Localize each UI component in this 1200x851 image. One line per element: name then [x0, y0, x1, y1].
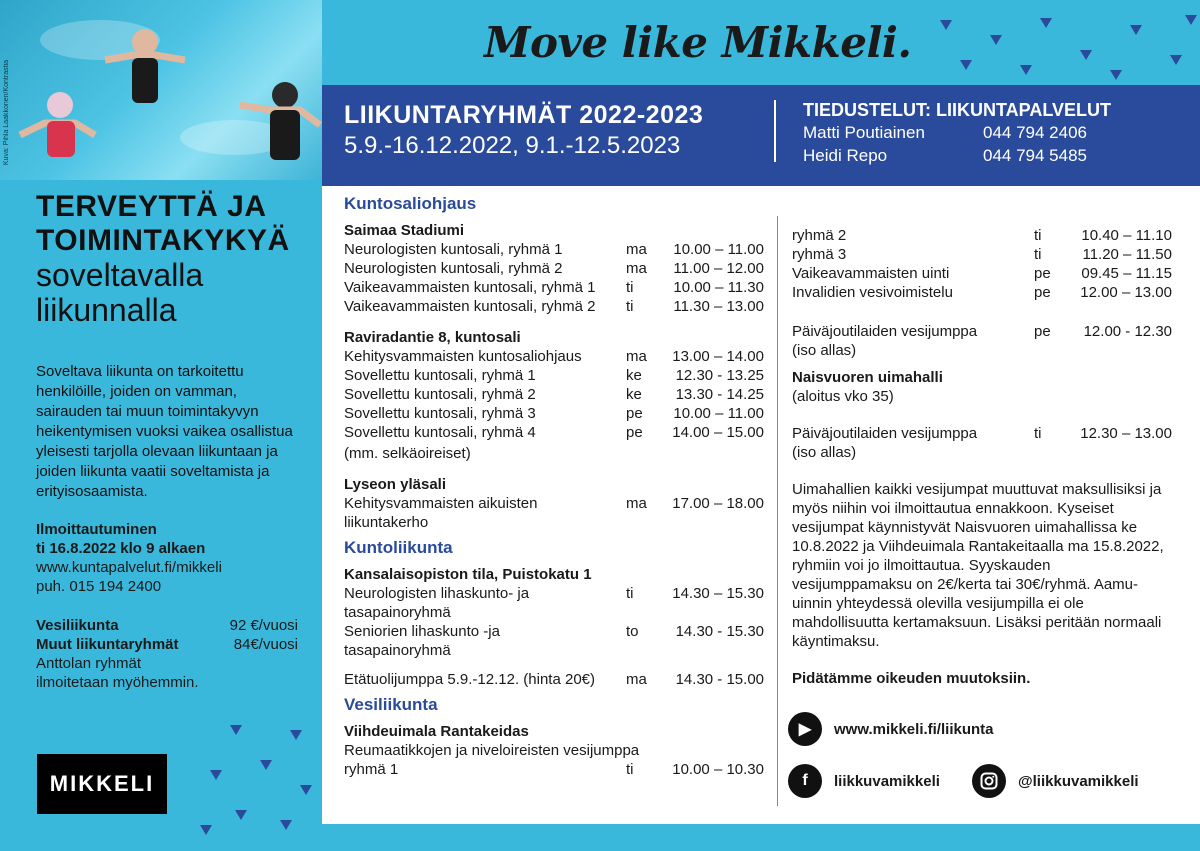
- left-title: [36, 190, 290, 258]
- schedule-note: (aloitus vko 35): [792, 388, 894, 405]
- activity-time: 14.30 – 15.30: [672, 585, 764, 602]
- schedule-row: [792, 226, 1172, 245]
- activity-name: Vaikeavammaisten kuntosali, ryhmä 1: [344, 279, 596, 296]
- activity-day: ti: [626, 761, 634, 778]
- activity-time: 11.20 – 11.50: [1082, 246, 1172, 263]
- column-divider: [777, 216, 778, 806]
- activity-day: ti: [1034, 227, 1042, 244]
- schedule-row: [344, 347, 764, 366]
- swimmer-figure: [100, 20, 190, 110]
- activity-time: 10.00 – 11.30: [673, 279, 764, 296]
- fee-note: Anttolan ryhmät: [36, 655, 142, 672]
- activity-day: ma: [626, 260, 647, 277]
- activity-name: Sovellettu kuntosali, ryhmä 2: [344, 386, 536, 403]
- swimming-photo: [0, 0, 322, 180]
- activity-day: pe: [626, 424, 643, 441]
- activity-day: ke: [626, 386, 642, 403]
- schedule-list: [344, 347, 764, 442]
- activity-name: Vaikeavammaisten uinti: [792, 265, 950, 282]
- activity-time: 11.30 – 13.00: [673, 298, 764, 315]
- mikkeli-logo: MIKKELI: [37, 754, 167, 814]
- schedule-row: [344, 259, 764, 278]
- contact-row: [803, 146, 1103, 166]
- banner-dates: 5.9.-16.12.2022, 9.1.-12.5.2023: [344, 132, 681, 159]
- fee-label: Muut liikuntaryhmät: [36, 636, 179, 653]
- activity-name: Vaikeavammaisten kuntosali, ryhmä 2: [344, 298, 596, 315]
- activity-time: 10.40 – 11.10: [1081, 227, 1172, 244]
- fee-note: ilmoitetaan myöhemmin.: [36, 674, 199, 691]
- subtitle-line: soveltavalla: [36, 257, 204, 293]
- activity-day: pe: [626, 405, 643, 422]
- schedule-row: [344, 297, 764, 316]
- fee-value: 84€/vuosi: [233, 636, 298, 653]
- location-heading: Lyseon yläsali: [344, 476, 446, 493]
- activity-day: ti: [626, 279, 634, 296]
- registration-date: ti 16.8.2022 klo 9 alkaen: [36, 540, 206, 557]
- activity-day: ma: [626, 348, 647, 365]
- schedule-note: tasapainoryhmä: [344, 642, 451, 659]
- activity-time: 12.30 – 13.00: [1080, 425, 1172, 442]
- activity-name: Etätuolijumppa 5.9.-12.12. (hinta 20€): [344, 671, 595, 688]
- fee-row: [36, 616, 298, 635]
- location-heading: Viihdeuimala Rantakeidas: [344, 723, 529, 740]
- photo-credit: Kuva: Pihla Laakkonen/Kontrastia: [3, 60, 10, 166]
- activity-name: Kehitysvammaisten kuntosaliohjaus: [344, 348, 582, 365]
- title-line: TOIMINTAKYKYÄ: [36, 224, 290, 257]
- contact-phone: 044 794 5485: [983, 146, 1087, 165]
- schedule-row: [344, 622, 764, 641]
- activity-day: pe: [1034, 323, 1051, 340]
- activity-time: 13.30 - 14.25: [675, 386, 764, 403]
- schedule-row: [792, 424, 1172, 443]
- schedule-column-left: [344, 194, 764, 779]
- web-link[interactable]: [788, 712, 994, 746]
- facebook-link[interactable]: [788, 764, 940, 798]
- facebook-handle[interactable]: liikkuvamikkeli: [834, 772, 940, 790]
- activity-time: 10.00 – 10.30: [672, 761, 764, 778]
- activity-day: pe: [1034, 265, 1051, 282]
- headline: Move like Mikkeli.: [484, 18, 912, 67]
- header-banner: [322, 85, 1200, 186]
- instagram-icon: [972, 764, 1006, 798]
- schedule-note: tasapainoryhmä: [344, 604, 451, 621]
- decorative-triangles: [190, 715, 322, 845]
- activity-time: 12.30 - 13.25: [675, 367, 764, 384]
- activity-name: Seniorien lihaskunto -ja: [344, 623, 500, 640]
- schedule-row: [344, 670, 764, 689]
- activity-day: ti: [1034, 246, 1042, 263]
- info-paragraph: Uimahallien kaikki vesijumpat muuttuvat maksullisiksi ja myös niihin voi ilmoittautua ennakkoon. Kyseiset vesijumpat käynnistyvät Naisvuoren uimahallissa ke 10.8.2022 ja Viihdeuimala Rantakeitaalla ma 15.8.2022, ryhmiin voi jo ilmoittautua. Syyskauden vesijumppamaksu on 2€/kerta tai 30€/ryhmä. Aamu-uinnin yhteydessä olevilla vesijumpilla ei ole mahdollisuutta kertamaksuun. Lisäksi peritään normaali käyntimaksu.: [792, 481, 1164, 650]
- web-url[interactable]: www.mikkeli.fi/liikunta: [834, 720, 994, 738]
- activity-time: 17.00 – 18.00: [672, 495, 764, 512]
- activity-name: Päiväjoutilaiden vesijumppa: [792, 323, 978, 340]
- schedule-list: [344, 494, 764, 513]
- schedule-row: [344, 404, 764, 423]
- contact-name: Matti Poutiainen: [803, 123, 925, 142]
- banner-divider: [774, 100, 776, 162]
- activity-time: 14.30 - 15.00: [675, 671, 764, 688]
- section-heading: Kuntosaliohjaus: [344, 194, 477, 213]
- registration-phone: puh. 015 194 2400: [36, 578, 162, 595]
- activity-time: 14.30 - 15.30: [675, 623, 764, 640]
- contact-phone: 044 794 2406: [983, 123, 1087, 142]
- activity-day: to: [626, 623, 639, 640]
- activity-name: ryhmä 2: [792, 227, 847, 244]
- activity-time: 10.00 – 11.00: [673, 405, 764, 422]
- location-heading: Kansalaisopiston tila, Puistokatu 1: [344, 566, 592, 583]
- play-icon: ▶: [788, 712, 822, 746]
- activity-day: ma: [626, 495, 647, 512]
- title-line: TERVEYTTÄ JA: [36, 190, 267, 223]
- contact-name: Heidi Repo: [803, 146, 888, 165]
- decorative-triangles: [930, 10, 1200, 85]
- fees: [36, 616, 298, 692]
- contact-row: [803, 123, 1103, 143]
- instagram-link[interactable]: [972, 764, 1139, 798]
- activity-name: ryhmä 1: [344, 761, 399, 778]
- activity-name: Päiväjoutilaiden vesijumppa: [792, 425, 978, 442]
- location-heading: Raviradantie 8, kuntosali: [344, 329, 521, 346]
- schedule-note: (iso allas): [792, 444, 857, 461]
- schedule-row: [344, 240, 764, 259]
- schedule-list: [792, 226, 1172, 302]
- facebook-icon: f: [788, 764, 822, 798]
- activity-day: ti: [626, 298, 634, 315]
- fee-value: 92 €/vuosi: [229, 617, 298, 634]
- schedule-row: [792, 245, 1172, 264]
- section-heading: Vesiliikunta: [344, 695, 438, 714]
- activity-day: ke: [626, 367, 642, 384]
- activity-time: 12.00 – 13.00: [1080, 284, 1172, 301]
- swimmer-figure: [235, 75, 322, 175]
- schedule-panel: [322, 186, 1200, 824]
- activity-day: ma: [626, 671, 647, 688]
- schedule-row: [792, 322, 1172, 341]
- activity-name: Kehitysvammaisten aikuisten: [344, 495, 538, 512]
- fee-label: Vesiliikunta: [36, 617, 119, 634]
- activity-name: Neurologisten lihaskunto- ja: [344, 585, 530, 602]
- schedule-column-right: [792, 226, 1172, 688]
- activity-name: Sovellettu kuntosali, ryhmä 1: [344, 367, 536, 384]
- schedule-row: [344, 278, 764, 297]
- schedule-row: [344, 584, 764, 603]
- activity-name: Sovellettu kuntosali, ryhmä 4: [344, 424, 536, 441]
- left-subtitle: [36, 258, 203, 328]
- schedule-note: (iso allas): [792, 342, 857, 359]
- activity-name: Neurologisten kuntosali, ryhmä 1: [344, 241, 563, 258]
- activity-time: 11.00 – 12.00: [673, 260, 764, 277]
- schedule-note: (mm. selkäoireiset): [344, 445, 471, 462]
- banner-title: LIIKUNTARYHMÄT 2022-2023: [344, 101, 704, 129]
- location-heading: Saimaa Stadiumi: [344, 222, 465, 239]
- registration-title: Ilmoittautuminen: [36, 521, 157, 538]
- schedule-row: [344, 423, 764, 442]
- schedule-row: [344, 366, 764, 385]
- instagram-handle[interactable]: @liikkuvamikkeli: [1018, 772, 1139, 790]
- activity-time: 14.00 – 15.00: [672, 424, 764, 441]
- activity-day: ti: [626, 585, 634, 602]
- section-heading: Kuntoliikunta: [344, 538, 453, 557]
- schedule-note: liikuntakerho: [344, 514, 429, 531]
- registration-url[interactable]: www.kuntapalvelut.fi/mikkeli: [36, 559, 222, 576]
- swimmer-figure: [15, 85, 105, 165]
- activity-time: 13.00 – 14.00: [672, 348, 764, 365]
- subtitle-line: liikunnalla: [36, 292, 177, 328]
- schedule-row: [344, 385, 764, 404]
- activity-name: Invalidien vesivoimistelu: [792, 284, 953, 301]
- fee-row: [36, 635, 298, 654]
- schedule-note: Reumaatikkojen ja niveloireisten vesijumppa: [344, 742, 640, 759]
- schedule-row: [792, 264, 1172, 283]
- activity-day: ma: [626, 241, 647, 258]
- activity-time: 09.45 – 11.15: [1081, 265, 1172, 282]
- reserve-note: Pidätämme oikeuden muutoksiin.: [792, 670, 1031, 687]
- activity-name: Sovellettu kuntosali, ryhmä 3: [344, 405, 536, 422]
- activity-day: ti: [1034, 425, 1042, 442]
- schedule-list: [344, 240, 764, 316]
- intro-text: Soveltava liikunta on tarkoitettu henkilöille, joiden on vamman, sairauden tai muun toimintakyvyn heikentymisen vuoksi vaikea osallistua yleisesti tarjolla olevaan liikuntaan ja joiden liikunta vaatii soveltamista ja erityisosaamista.: [36, 363, 293, 500]
- contact-title: TIEDUSTELUT: LIIKUNTAPALVELUT: [803, 100, 1111, 120]
- schedule-row: [792, 283, 1172, 302]
- schedule-row: [344, 760, 764, 779]
- activity-time: 10.00 – 11.00: [673, 241, 764, 258]
- activity-time: 12.00 - 12.30: [1083, 323, 1172, 340]
- schedule-row: [344, 494, 764, 513]
- activity-name: Neurologisten kuntosali, ryhmä 2: [344, 260, 563, 277]
- registration-info: [36, 520, 222, 596]
- activity-name: ryhmä 3: [792, 246, 847, 263]
- activity-day: pe: [1034, 284, 1051, 301]
- location-heading: Naisvuoren uimahalli: [792, 369, 943, 386]
